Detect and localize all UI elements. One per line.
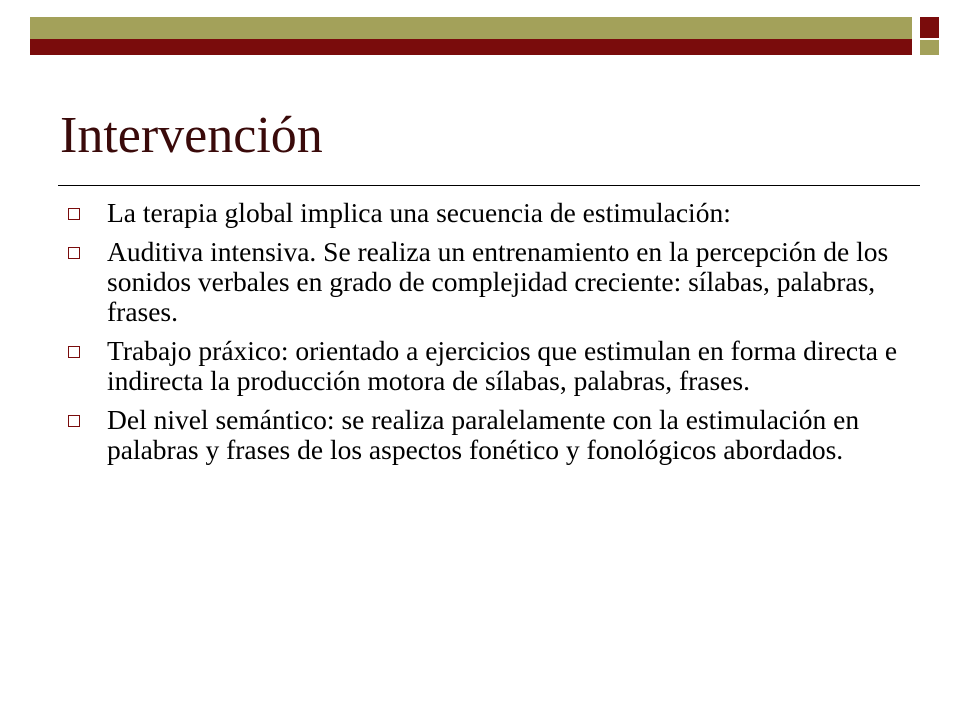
bullet-text: Auditiva intensiva. Se realiza un entrenamiento en la percepción de los sonidos verbales en grado de complejidad creciente: sílabas, palabras, frases. [107,236,889,327]
bullet-text: Trabajo práxico: orientado a ejercicios que estimulan en forma directa e indirecta la producción motora de sílabas, palabras, frases. [107,335,898,396]
slide-title: Intervención [60,107,323,164]
bullet-item [60,336,910,396]
bullet-list [60,198,910,474]
bullet-item [60,405,910,465]
header-corner-olive-block [920,40,939,55]
hollow-square-icon [68,247,80,259]
header-bar [30,17,912,55]
title-underline-rule [58,185,920,186]
hollow-square-icon [68,208,80,220]
bullet-text: Del nivel semántico: se realiza paralelamente con la estimulación en palabras y frases de los aspectos fonético y fonológicos abordados. [107,404,860,465]
header-corner-maroon-block [920,17,939,38]
bullet-text: La terapia global implica una secuencia de estimulación: [107,197,731,228]
header-bar-maroon-stripe [30,39,912,55]
header-bar-olive-stripe [30,17,912,39]
bullet-item [60,198,910,228]
bullet-item [60,237,910,327]
hollow-square-icon [68,415,80,427]
hollow-square-icon [68,346,80,358]
